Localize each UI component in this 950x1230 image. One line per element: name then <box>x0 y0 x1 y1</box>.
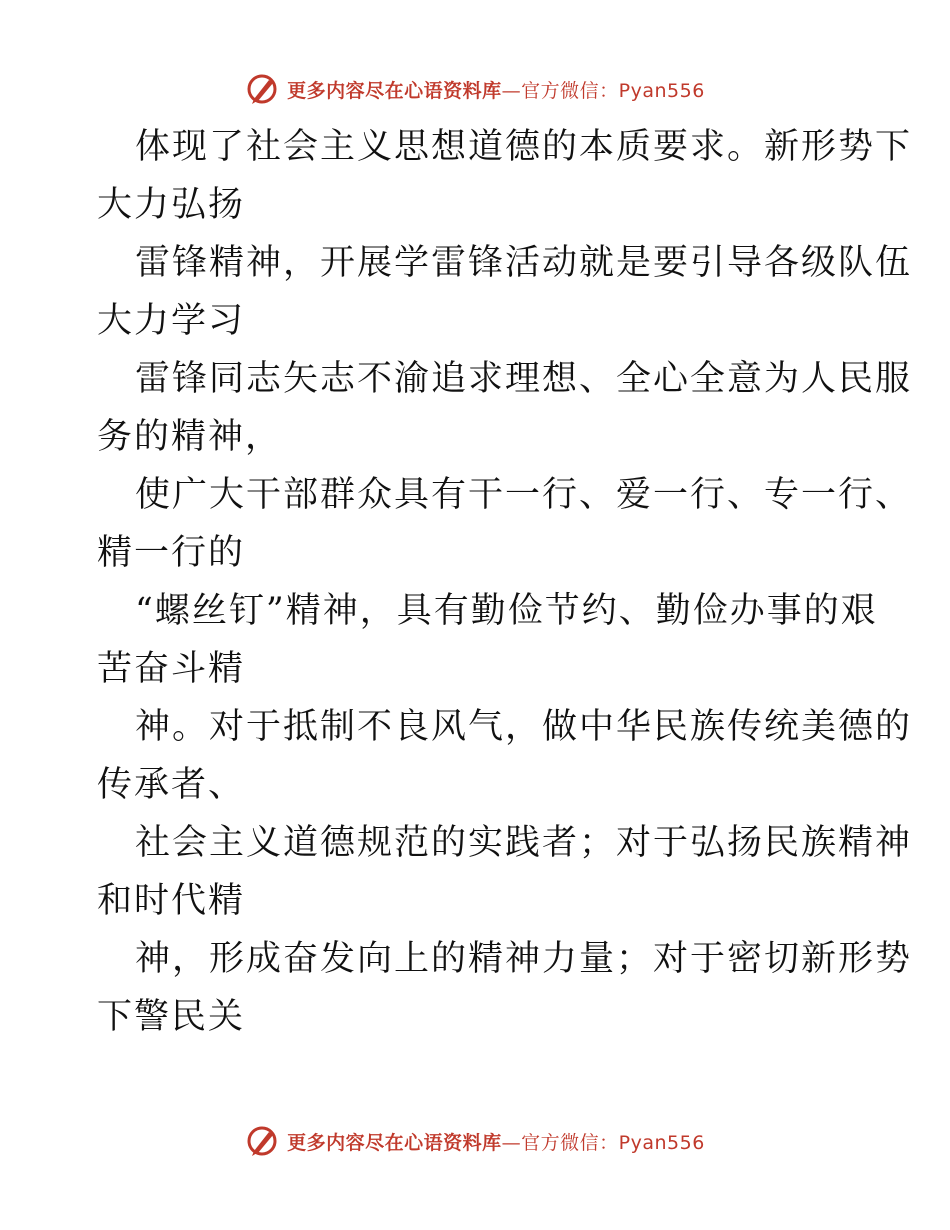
text-line: 大力学习 <box>97 301 246 341</box>
pen-circle-logo-icon <box>245 72 279 106</box>
footer-banner <box>0 1124 950 1158</box>
text-line: 社会主义道德规范的实践者；对于弘扬民族精神 <box>135 823 913 863</box>
text-line: 苦奋斗精 <box>97 649 246 689</box>
text-line: 大力弘扬 <box>97 185 246 225</box>
text-line: 使广大干部群众具有干一行、爱一行、专一行、 <box>135 475 913 515</box>
banner-separator: — <box>501 1131 522 1154</box>
text-line: 和时代精 <box>97 881 246 921</box>
banner-text <box>287 76 705 103</box>
text-line: 雷锋精神，开展学雷锋活动就是要引导各级队伍 <box>135 243 913 283</box>
banner-site-name: 更多内容尽在心语资料库 <box>287 79 502 102</box>
text-line: 下警民关 <box>97 997 246 1037</box>
document-body <box>97 118 913 1046</box>
text-line: 体现了社会主义思想道德的本质要求。新形势下 <box>135 127 913 167</box>
banner-wechat: 官方微信：Pyan556 <box>521 79 705 102</box>
pen-circle-logo-icon <box>245 1124 279 1158</box>
banner-wechat: 官方微信：Pyan556 <box>521 1131 705 1154</box>
header-banner <box>0 72 950 106</box>
banner-text <box>287 1128 705 1155</box>
text-line: “螺丝钉”精神，具有勤俭节约、勤俭办事的艰 <box>135 591 878 631</box>
text-line: 神，形成奋发向上的精神力量；对于密切新形势 <box>135 939 913 979</box>
text-line: 神。对于抵制不良风气，做中华民族传统美德的 <box>135 707 913 747</box>
text-line: 精一行的 <box>97 533 246 573</box>
banner-separator: — <box>501 79 522 102</box>
text-line: 传承者、 <box>97 765 246 805</box>
text-line: 务的精神， <box>97 417 283 457</box>
banner-site-name: 更多内容尽在心语资料库 <box>287 1131 502 1154</box>
text-line: 雷锋同志矢志不渝追求理想、全心全意为人民服 <box>135 359 913 399</box>
